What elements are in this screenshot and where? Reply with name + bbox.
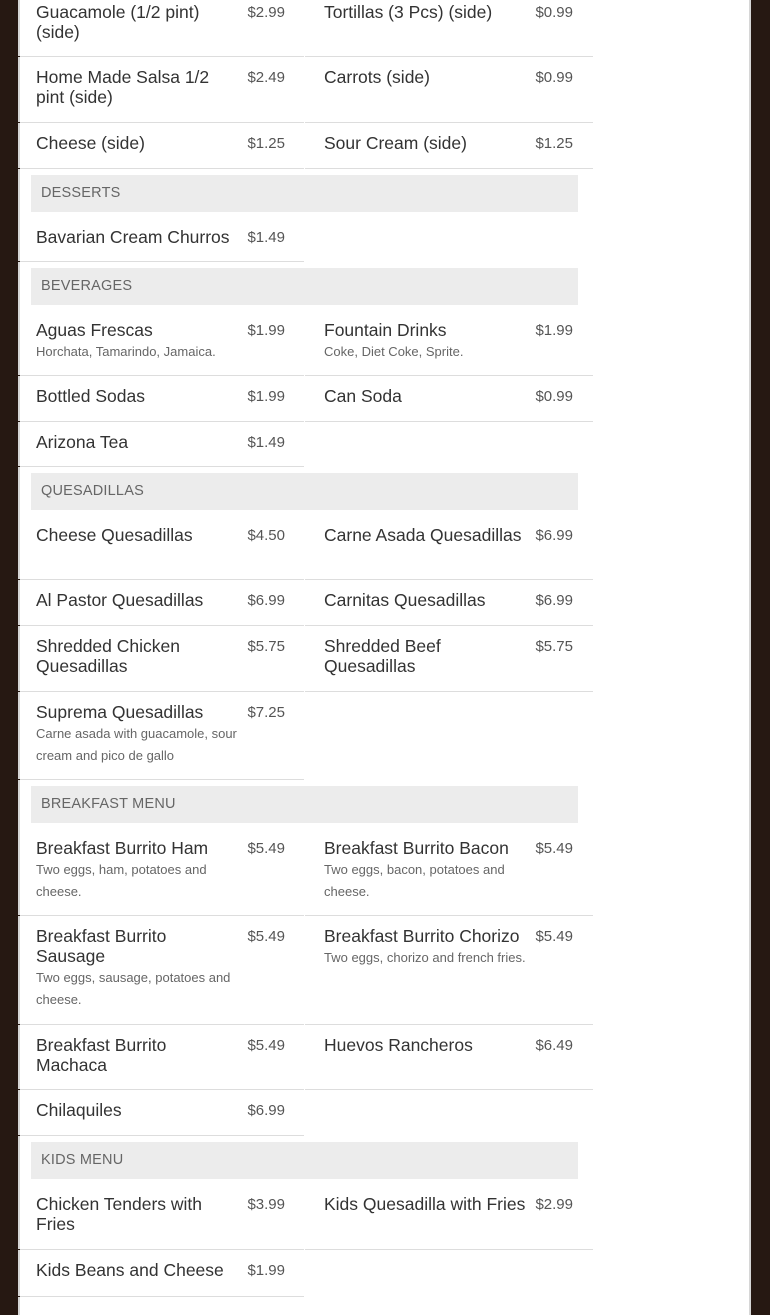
menu-item[interactable] bbox=[20, 1025, 304, 1090]
menu-item[interactable] bbox=[20, 376, 304, 422]
menu-item-price: $7.25 bbox=[247, 704, 285, 721]
menu-item[interactable] bbox=[20, 217, 304, 262]
row-divider bbox=[0, 168, 20, 169]
menu-item-price: $6.99 bbox=[535, 527, 573, 544]
row-divider bbox=[0, 691, 20, 692]
menu-item[interactable] bbox=[20, 580, 304, 626]
section-title: QUESADILLAS bbox=[41, 483, 144, 499]
menu-item-description: Coke, Diet Coke, Sprite. bbox=[324, 344, 464, 359]
section-header bbox=[31, 175, 578, 212]
menu-item-price: $5.49 bbox=[535, 928, 573, 945]
menu-item-name: Bottled Sodas bbox=[36, 386, 145, 406]
menu-item-name: Kids Quesadilla with Fries bbox=[324, 1194, 526, 1214]
menu-item-name: Aguas Frescas bbox=[36, 320, 153, 340]
row-divider bbox=[0, 1135, 20, 1136]
menu-item-price: $6.49 bbox=[535, 1037, 573, 1054]
section-header bbox=[31, 786, 578, 823]
menu-item[interactable] bbox=[20, 515, 304, 580]
section-title: KIDS MENU bbox=[41, 1152, 124, 1168]
menu-item[interactable] bbox=[20, 1250, 304, 1297]
menu-item-name: Huevos Rancheros bbox=[324, 1035, 473, 1055]
menu-item-name: Carnitas Quesadillas bbox=[324, 590, 486, 610]
menu-item-name: Can Soda bbox=[324, 386, 402, 406]
menu-item-price: $3.99 bbox=[247, 1196, 285, 1213]
menu-item-description: Two eggs, bacon, potatoes and cheese. bbox=[324, 862, 505, 899]
menu-item-price: $4.50 bbox=[247, 527, 285, 544]
menu-item-description: Two eggs, chorizo and french fries. bbox=[324, 950, 526, 965]
menu-item-name: Carne Asada Quesadillas bbox=[324, 525, 522, 545]
menu-item-name: Cheese Quesadillas bbox=[36, 525, 193, 545]
menu-item[interactable] bbox=[305, 916, 593, 1025]
menu-item-description: Horchata, Tamarindo, Jamaica. bbox=[36, 344, 216, 359]
menu-item[interactable] bbox=[305, 123, 593, 169]
menu-item[interactable] bbox=[20, 1184, 304, 1250]
menu-item-price: $6.99 bbox=[247, 592, 285, 609]
section-header bbox=[31, 473, 578, 510]
menu-item[interactable] bbox=[305, 1025, 593, 1090]
menu-item-name: Breakfast Burrito Chorizo bbox=[324, 926, 520, 946]
menu-item-price: $2.49 bbox=[247, 69, 285, 86]
menu-item[interactable] bbox=[20, 626, 304, 692]
menu-item[interactable] bbox=[305, 310, 593, 376]
menu-item[interactable] bbox=[305, 1184, 593, 1250]
row-divider bbox=[0, 421, 20, 422]
row-divider bbox=[0, 915, 20, 916]
menu-item[interactable] bbox=[20, 916, 304, 1025]
row-divider bbox=[0, 466, 20, 467]
menu-item-name: Guacamole (1/2 pint) (side) bbox=[36, 2, 200, 42]
menu-item-name: Home Made Salsa 1/2 pint (side) bbox=[36, 67, 210, 107]
menu-item-price: $2.99 bbox=[247, 4, 285, 21]
menu-item-name: Chicken Tenders with Fries bbox=[36, 1194, 203, 1234]
section-title: BEVERAGES bbox=[41, 278, 133, 294]
menu-item-price: $2.99 bbox=[535, 1196, 573, 1213]
menu-item-name: Breakfast Burrito Sausage bbox=[36, 926, 167, 966]
menu-item-name: Shredded Beef Quesadillas bbox=[324, 636, 441, 676]
menu-item-price: $0.99 bbox=[535, 69, 573, 86]
menu-item-price: $5.75 bbox=[535, 638, 573, 655]
menu-item-name: Tortillas (3 Pcs) (side) bbox=[324, 2, 493, 22]
menu-item[interactable] bbox=[20, 123, 304, 169]
menu-item-name: Sour Cream (side) bbox=[324, 133, 467, 153]
menu-item[interactable] bbox=[305, 515, 593, 580]
menu-item[interactable] bbox=[20, 310, 304, 376]
menu-item[interactable] bbox=[20, 692, 304, 780]
menu-item-price: $1.99 bbox=[247, 1262, 285, 1279]
menu-item-description: Carne asada with guacamole, sour cream and pico de gallo bbox=[36, 726, 237, 763]
menu-item-description: Two eggs, ham, potatoes and cheese. bbox=[36, 862, 207, 899]
menu-item-name: Breakfast Burrito Machaca bbox=[36, 1035, 167, 1075]
menu-item[interactable] bbox=[305, 580, 593, 626]
row-divider bbox=[0, 375, 20, 376]
menu-item[interactable] bbox=[305, 626, 593, 692]
row-divider bbox=[0, 56, 20, 57]
menu-item-price: $5.49 bbox=[247, 840, 285, 857]
menu-item-price: $5.49 bbox=[247, 1037, 285, 1054]
menu-item[interactable] bbox=[20, 0, 304, 57]
row-divider bbox=[0, 579, 20, 580]
row-divider bbox=[0, 1249, 20, 1250]
menu-item-price: $5.49 bbox=[535, 840, 573, 857]
menu-item-price: $6.99 bbox=[535, 592, 573, 609]
menu-item-name: Chilaquiles bbox=[36, 1100, 122, 1120]
section-title: BREAKFAST MENU bbox=[41, 796, 176, 812]
menu-item-price: $1.25 bbox=[535, 135, 573, 152]
menu-item[interactable] bbox=[305, 0, 593, 57]
menu-item-name: Breakfast Burrito Bacon bbox=[324, 838, 509, 858]
menu-item-price: $1.99 bbox=[247, 388, 285, 405]
row-divider bbox=[0, 261, 20, 262]
row-divider bbox=[0, 779, 20, 780]
menu-item[interactable] bbox=[305, 376, 593, 422]
menu-item-price: $1.49 bbox=[247, 434, 285, 451]
row-divider bbox=[0, 625, 20, 626]
menu-item-name: Fountain Drinks bbox=[324, 320, 447, 340]
menu-item[interactable] bbox=[20, 57, 304, 123]
menu-item[interactable] bbox=[305, 57, 593, 123]
menu-item[interactable] bbox=[305, 828, 593, 916]
menu-item-description: Two eggs, sausage, potatoes and cheese. bbox=[36, 970, 231, 1007]
section-title: DESSERTS bbox=[41, 185, 121, 201]
menu-item[interactable] bbox=[20, 1090, 304, 1136]
menu-item-price: $0.99 bbox=[535, 4, 573, 21]
menu-item-name: Arizona Tea bbox=[36, 432, 129, 452]
row-divider bbox=[0, 1296, 20, 1297]
menu-item[interactable] bbox=[20, 422, 304, 467]
row-divider bbox=[0, 1024, 20, 1025]
menu-item-price: $1.99 bbox=[247, 322, 285, 339]
menu-item-name: Cheese (side) bbox=[36, 133, 145, 153]
menu-item-price: $0.99 bbox=[535, 388, 573, 405]
menu-item[interactable] bbox=[20, 828, 304, 916]
menu-item-name: Al Pastor Quesadillas bbox=[36, 590, 204, 610]
menu-item-name: Bavarian Cream Churros bbox=[36, 227, 230, 247]
menu-item-name: Suprema Quesadillas bbox=[36, 702, 204, 722]
menu-item-price: $5.75 bbox=[247, 638, 285, 655]
menu-item-price: $1.49 bbox=[247, 229, 285, 246]
menu-item-price: $1.25 bbox=[247, 135, 285, 152]
menu-item-name: Shredded Chicken Quesadillas bbox=[36, 636, 180, 676]
menu-item-name: Kids Beans and Cheese bbox=[36, 1260, 224, 1280]
row-divider bbox=[0, 122, 20, 123]
section-header bbox=[31, 268, 578, 305]
menu-item-price: $6.99 bbox=[247, 1102, 285, 1119]
menu-item-name: Breakfast Burrito Ham bbox=[36, 838, 209, 858]
menu-item-price: $1.99 bbox=[535, 322, 573, 339]
menu-item-price: $5.49 bbox=[247, 928, 285, 945]
menu-item-name: Carrots (side) bbox=[324, 67, 430, 87]
section-header bbox=[31, 1142, 578, 1179]
row-divider bbox=[0, 1089, 20, 1090]
